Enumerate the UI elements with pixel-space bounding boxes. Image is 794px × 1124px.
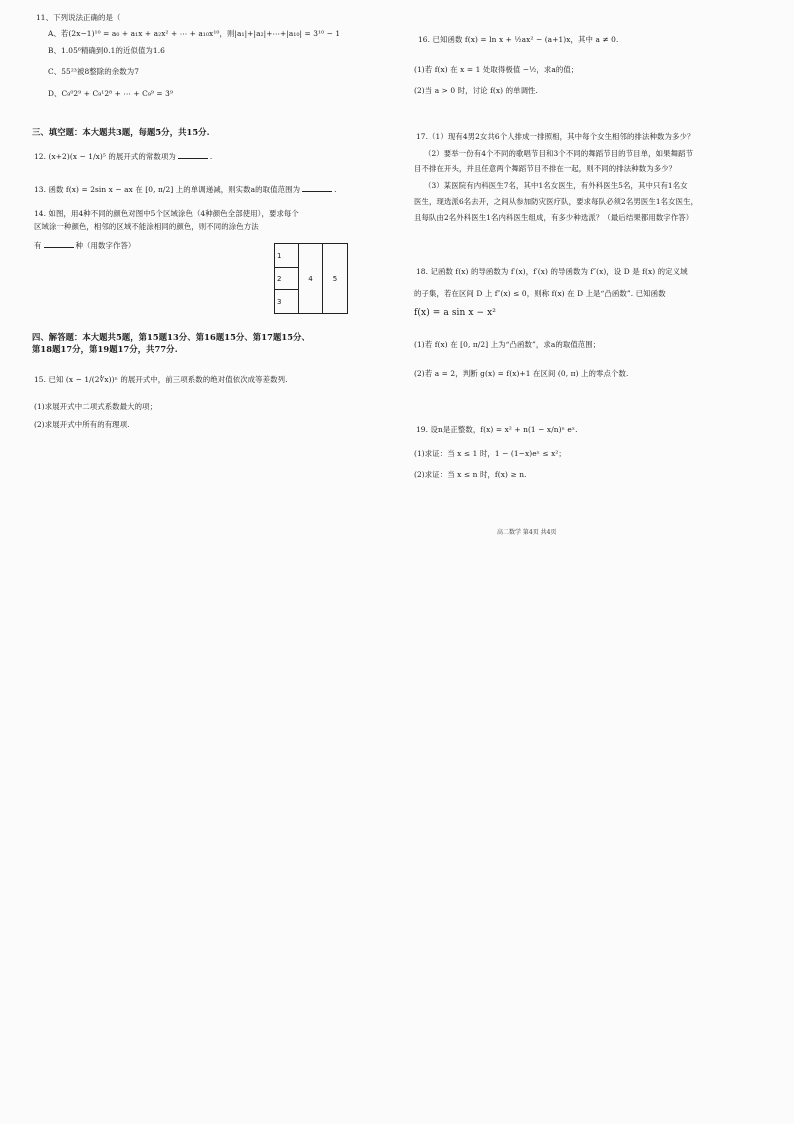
q11-option-b: B、1.05⁶精确到0.1的近似值为1.6: [48, 46, 165, 55]
q14-answer-blank[interactable]: [44, 240, 74, 248]
q14-text-pre: 有: [34, 241, 42, 250]
q19-stem: 19. 设n是正整数，f(x) = x² + n(1 − x/n)ⁿ eˣ.: [416, 425, 578, 434]
q13-text: 13. 函数 f(x) = 2sin x − ax 在 [0, π/2] 上的单调递减，则实数a的取值范围为: [34, 185, 301, 194]
q18-line-1: 18. 记函数 f(x) 的导函数为 f′(x)，f′(x) 的导函数为 f″(x)，设 D 是 f(x) 的定义域: [416, 267, 688, 276]
q16-stem: 16. 已知函数 f(x) = ln x + ½ax² − (a+1)x，其中 a ≠ 0.: [418, 35, 619, 44]
q15-part-1: (1)求展开式中二项式系数最大的项；: [34, 402, 158, 411]
region-1-label: 1: [277, 251, 282, 260]
section-4-heading-line-1: 四、解答题：本大题共5题，第15题13分、第16题15分、第17题15分、: [32, 332, 310, 342]
q18-function: f(x) = a sin x − x²: [414, 308, 496, 318]
q13: [34, 184, 337, 194]
q15-stem: 15. 已知 (x − 1/(2∜x))ⁿ 的展开式中，前三项系数的绝对值依次成等差数列.: [34, 375, 288, 384]
q17-part-1: 17.（1）现有4男2女共6个人排成一排照相，其中每个女生相邻的排法种数为多少？: [416, 132, 695, 141]
section-3-heading: 三、填空题：本大题共3题，每题5分，共15分.: [32, 127, 210, 137]
q12: [34, 151, 212, 161]
region-3: [275, 290, 299, 313]
q18-part-2: (2)若 a = 2，判断 g(x) = f(x)+1 在区间 (0, π) 上的零点个数.: [414, 369, 629, 378]
page-footer: 高二数学 第4页 共4页: [497, 529, 557, 536]
q17-part-3-line-2: 医生，现选派6名去开，之间从参加防灾医疗队，要求每队必须2名男医生1名女医生，: [414, 197, 699, 206]
region-5: [323, 244, 347, 313]
q18-line-2: 的子集，若在区间 D 上 f″(x) ≤ 0，则称 f(x) 在 D 上是“凸函数”. 已知函数: [414, 289, 666, 298]
region-4-label: 4: [308, 274, 313, 283]
q11-option-c: C、55²³被8整除的余数为7: [48, 67, 140, 76]
q12-answer-blank[interactable]: [178, 151, 208, 159]
q12-end: .: [209, 152, 213, 161]
q13-answer-blank[interactable]: [302, 184, 332, 192]
q14-line-1: 14. 如图，用4种不同的颜色对图中5个区域涂色（4种颜色全部使用），要求每个: [34, 209, 299, 218]
q17-part-2-line-1: （2）要举一份有4个不同的歌唱节目和3个不同的舞蹈节目的节目单，如果舞蹈节: [424, 149, 694, 158]
q11-option-a: A、若(2x−1)¹⁰ = a₀ + a₁x + a₂x² + ⋯ + a₁₀x¹⁰，则|a₁|+|a₂|+⋯+|a₁₀| = 3¹⁰ − 1: [48, 29, 341, 38]
q12-text: 12. (x+2)(x − 1/x)⁵ 的展开式的常数项为: [34, 152, 176, 161]
q14-line-2: 区域涂一种颜色，相邻的区域不能涂相同的颜色，则不同的涂色方法: [34, 222, 259, 231]
q19-part-1: (1)求证：当 x ≤ 1 时，1 − (1−x)eˣ ≤ x²；: [414, 449, 566, 458]
q19-part-2: (2)求证：当 x ≤ n 时，f(x) ≥ n.: [414, 470, 527, 479]
region-1: [275, 244, 299, 268]
q13-end: .: [334, 185, 337, 194]
region-4: [299, 244, 323, 313]
q16-part-1: (1)若 f(x) 在 x = 1 处取得极值 −½，求a的值；: [414, 65, 579, 74]
q17-part-3-line-3: 且每队由2名外科医生1名内科医生组成，有多少种选派？（最后结果都用数字作答）: [414, 213, 694, 222]
region-5-label: 5: [332, 274, 338, 283]
q11-option-d: D、C₉⁰2⁹ + C₉¹2⁸ + ⋯ + C₉⁹ = 3⁹: [48, 89, 174, 98]
q15-part-2: (2)求展开式中所有的有理项.: [34, 420, 130, 429]
region-2-label: 2: [277, 274, 282, 283]
q14-text-post: 种（用数字作答）: [75, 241, 136, 250]
q17-part-3-line-1: （3）某医院有内科医生7名，其中1名女医生，有外科医生5名，其中只有1名女: [424, 181, 688, 190]
q14-region-diagram: [274, 243, 348, 314]
section-4-heading-line-2: 第18题17分，第19题17分，共77分.: [32, 344, 178, 354]
q11-stem: 11、下列说法正确的是（: [36, 13, 121, 22]
q16-part-2: (2)当 a > 0 时，讨论 f(x) 的单调性.: [414, 86, 539, 95]
region-3-label: 3: [277, 297, 282, 306]
q14-line-3: [34, 240, 135, 250]
region-2: [275, 268, 299, 290]
q17-part-2-line-2: 目不排在开头，并且任意两个舞蹈节目不排在一起，则不同的排法种数为多少？: [414, 164, 677, 173]
q18-part-1: (1)若 f(x) 在 [0, π/2] 上为“凸函数”，求a的取值范围；: [414, 340, 601, 349]
